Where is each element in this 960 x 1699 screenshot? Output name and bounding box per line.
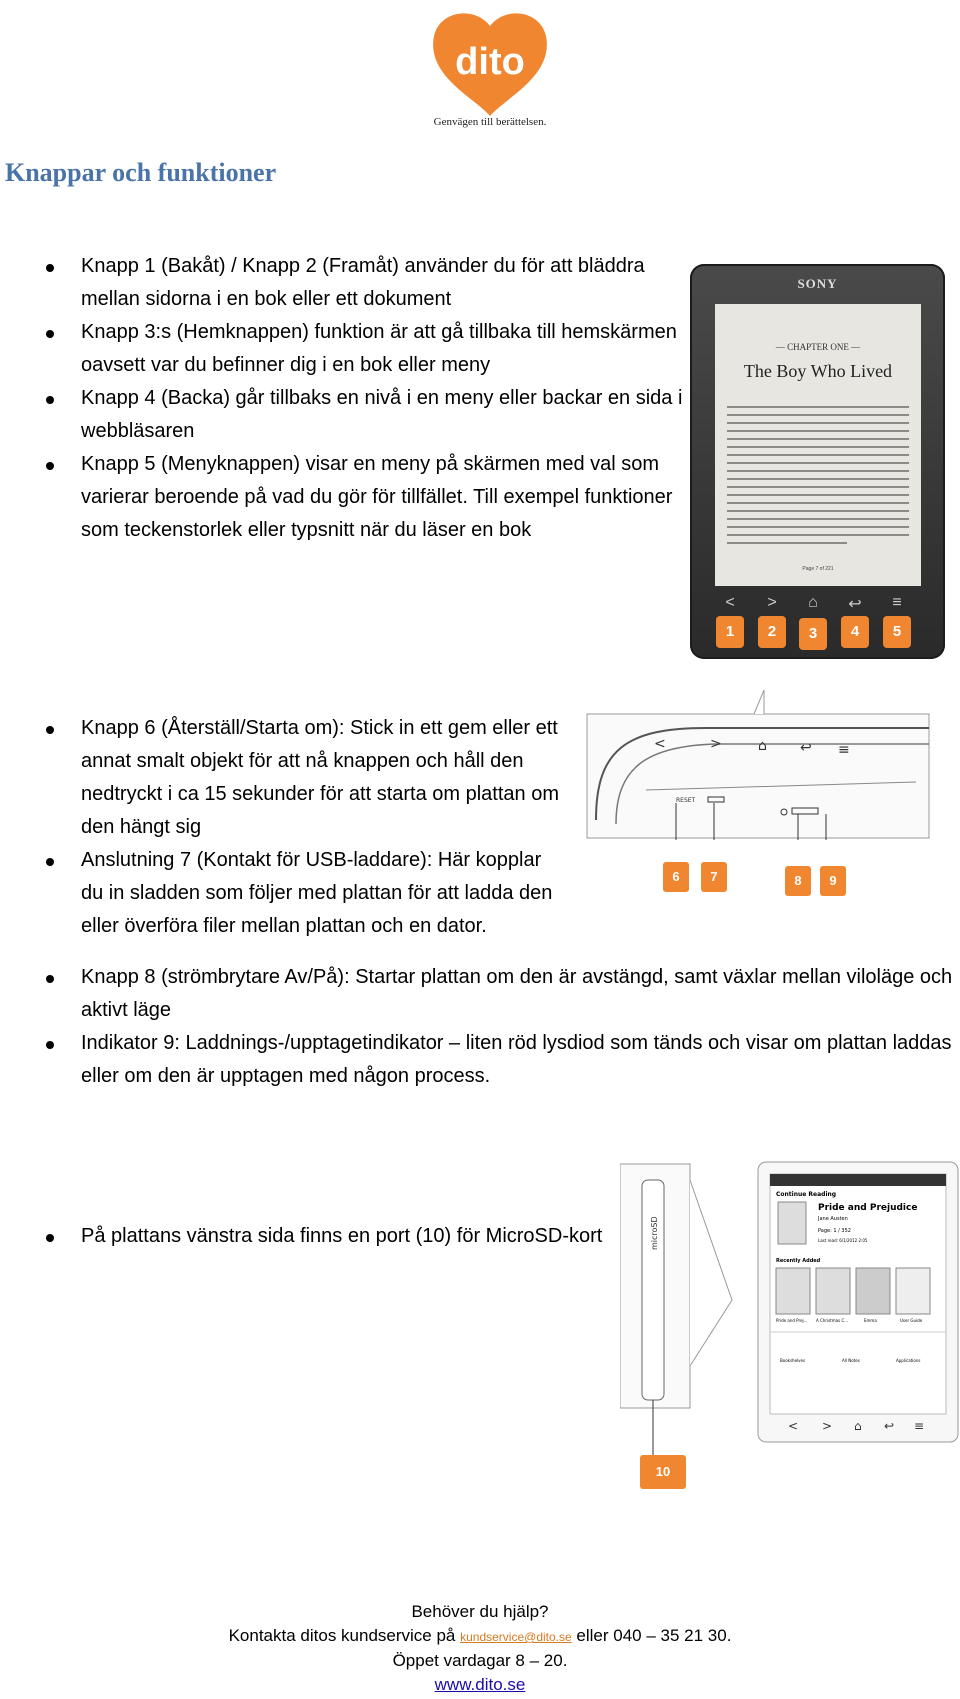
buttons-list-3 <box>43 961 960 1093</box>
bullet-icon <box>46 1041 54 1049</box>
microsd-label: microSD <box>650 1216 659 1250</box>
bullet-icon <box>46 858 54 866</box>
list-item: Indikator 9: Laddnings-/upptagetindikator – liten röd lysdiod som tänds och visar om plattan laddas eller om den är upptagen med någon process. <box>43 1027 960 1093</box>
app-label: All Notes <box>842 1358 860 1363</box>
microsd-list <box>43 1220 603 1253</box>
connector-label-8: 8 <box>785 866 811 896</box>
return-icon: ↩ <box>800 740 812 756</box>
list-item: Knapp 4 (Backa) går tillbaks en nivå i en meny eller backar en sida i webbläsaren <box>43 382 683 448</box>
button-label-2: 2 <box>758 616 786 648</box>
thumb-label: Emma <box>864 1318 877 1323</box>
button-label-1: 1 <box>716 616 744 648</box>
book-title: The Boy Who Lived <box>743 361 893 381</box>
ereader-bottom-edge-image <box>586 690 931 840</box>
buttons-list-1 <box>43 250 683 547</box>
list-item: Knapp 6 (Återställ/Starta om): Stick in ett gem eller ett annat smalt objekt för att nå knappen och håll den nedtryckt i ca 15 sekunder för att starta om plattan om den hängt sig <box>43 712 563 844</box>
page-title: Knappar och funktioner <box>5 158 277 187</box>
bullet-icon <box>46 1234 54 1242</box>
page-label: Page: 1 / 352 <box>818 1228 851 1234</box>
forward-arrow-icon: > <box>767 594 777 611</box>
bullet-icon <box>46 462 54 470</box>
last-read-label: Last read: 6/1/2012 2:05 <box>818 1238 868 1243</box>
connector-label-6: 6 <box>663 862 689 892</box>
footer-help: Behöver du hjälp? <box>411 1602 549 1621</box>
footer-hours: Öppet vardagar 8 – 20. <box>392 1651 568 1670</box>
website-link[interactable]: www.dito.se <box>434 1675 526 1694</box>
thumb-label: User Guide <box>900 1318 923 1323</box>
back-arrow-icon: < <box>725 594 735 611</box>
footer <box>0 1600 960 1697</box>
list-item: Knapp 3:s (Hemknappen) funktion är att gå tillbaka till hemskärmen oavsett var du befinner dig i en bok eller meny <box>43 316 683 382</box>
recently-added-label: Recently Added <box>776 1258 821 1264</box>
menu-icon: ≡ <box>914 1419 925 1433</box>
list-item: Knapp 8 (strömbrytare Av/På): Startar plattan om den är avstängd, samt växlar mellan viloläge och aktivt läge <box>43 961 960 1027</box>
author-label: Jane Austen <box>818 1216 848 1222</box>
connector-label-7: 7 <box>701 862 727 892</box>
home-icon: ⌂ <box>758 738 767 754</box>
page-indicator: Page 7 of 221 <box>802 566 834 572</box>
dito-logo <box>420 6 560 134</box>
list-item: På plattans vänstra sida finns en port (10) för MicroSD-kort <box>43 1220 603 1253</box>
app-label: Bookshelves <box>780 1358 806 1363</box>
menu-icon: ≡ <box>892 594 902 611</box>
list-item: Knapp 1 (Bakåt) / Knapp 2 (Framåt) använder du för att bläddra mellan sidorna i en bok eller ett dokument <box>43 250 683 316</box>
list-item: Knapp 5 (Menyknappen) visar en meny på skärmen med val som varierar beroende på vad du gör för tillfället. Till exempel funktioner som teckenstorlek eller typsnitt när du läser en bok <box>43 448 683 547</box>
continue-reading-label: Continue Reading <box>776 1191 837 1198</box>
button-label-4: 4 <box>841 616 869 648</box>
thumb-label: Pride and Prej... <box>776 1318 808 1323</box>
app-label: Applications <box>896 1358 921 1363</box>
bullet-icon <box>46 726 54 734</box>
bullet-icon <box>46 975 54 983</box>
back-arrow-icon: < <box>788 1419 799 1433</box>
ereader-side-image <box>620 1160 960 1500</box>
forward-arrow-icon: > <box>822 1419 833 1433</box>
button-label-3: 3 <box>799 618 827 650</box>
reset-label: RESET <box>676 797 696 804</box>
bullet-icon <box>46 264 54 272</box>
home-icon: ⌂ <box>854 1419 862 1433</box>
return-icon: ↩ <box>848 596 862 613</box>
button-label-5: 5 <box>883 616 911 648</box>
back-arrow-icon: < <box>654 736 666 752</box>
ereader-front-image <box>690 264 945 659</box>
chapter-heading: — CHAPTER ONE — <box>775 342 861 352</box>
forward-arrow-icon: > <box>710 736 722 752</box>
port-label-10: 10 <box>640 1455 686 1489</box>
connector-label-9: 9 <box>820 866 846 896</box>
logo-text: dito <box>455 41 525 83</box>
bullet-icon <box>46 396 54 404</box>
list-item: Anslutning 7 (Kontakt för USB-laddare): Här kopplar du in sladden som följer med plattan för att ladda den eller överföra filer mellan plattan och en dator. <box>43 844 563 943</box>
home-icon: ⌂ <box>808 594 818 611</box>
book-title-label: Pride and Prejudice <box>818 1203 918 1213</box>
bullet-icon <box>46 330 54 338</box>
thumb-label: A Christmas C... <box>816 1318 849 1323</box>
buttons-list-2 <box>43 712 563 943</box>
menu-icon: ≡ <box>838 742 850 758</box>
logo-tagline: Genvägen till berättelsen. <box>433 116 547 128</box>
brand-label: SONY <box>797 276 838 291</box>
email-link[interactable]: kundservice@dito.se <box>460 1630 572 1644</box>
footer-contact: Kontakta ditos kundservice på kundservice@dito.se eller 040 – 35 21 30. <box>228 1626 732 1645</box>
return-icon: ↩ <box>884 1419 895 1433</box>
ereader-screen <box>715 304 921 586</box>
